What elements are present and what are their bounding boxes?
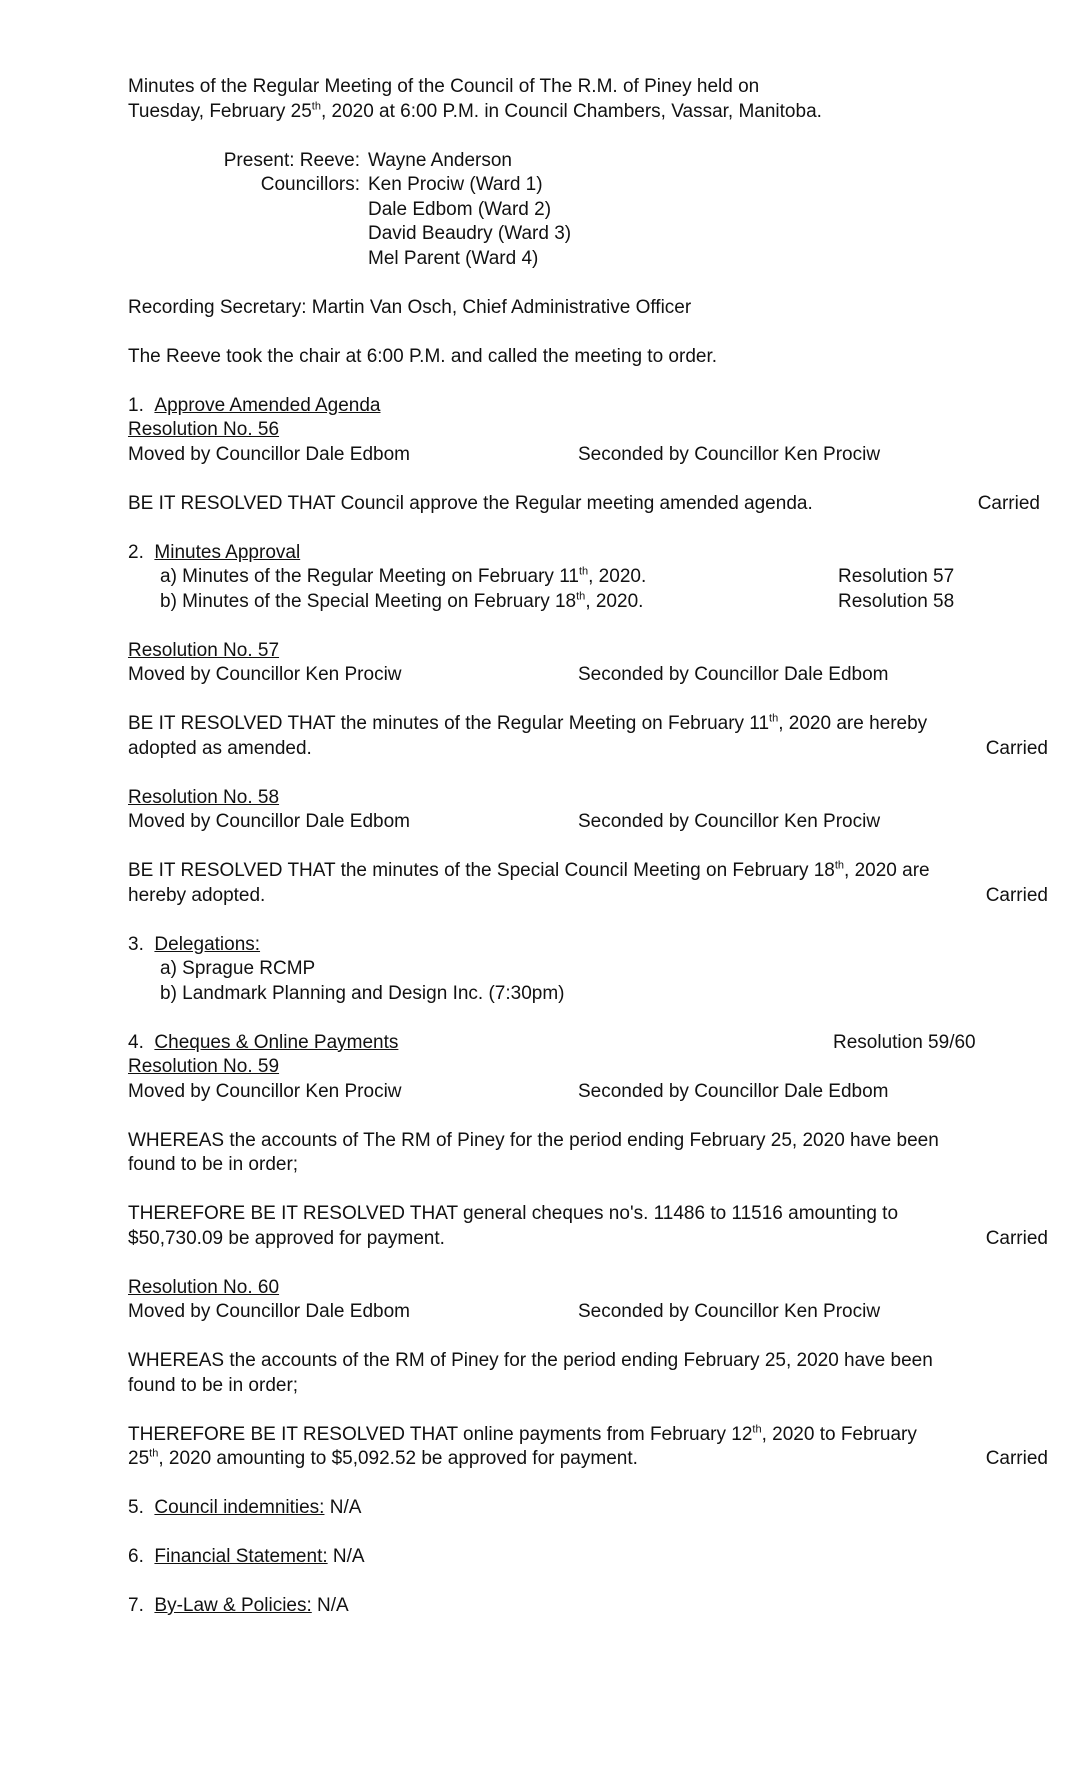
ordinal-suffix: th bbox=[752, 1423, 762, 1436]
item-7-heading bbox=[128, 1594, 1048, 1619]
item-title: Approve Amended Agenda bbox=[154, 394, 381, 416]
item-1-heading bbox=[128, 394, 1048, 419]
item-number: 7. bbox=[128, 1595, 144, 1616]
item-value: N/A bbox=[311, 1595, 349, 1616]
resolution-title: Resolution No. 56 bbox=[128, 419, 280, 440]
item-5-heading bbox=[128, 1496, 1048, 1521]
motion-line bbox=[128, 810, 1048, 835]
subitem-text: , 2020. bbox=[588, 566, 647, 587]
seconded-by: Seconded by Councillor Ken Prociw bbox=[578, 1301, 881, 1322]
header-line-1 bbox=[128, 75, 1048, 100]
ordinal-suffix: th bbox=[311, 100, 321, 113]
item-title: Delegations: bbox=[154, 933, 261, 955]
seconded-by: Seconded by Councillor Dale Edbom bbox=[578, 664, 889, 685]
ordinal-suffix: th bbox=[149, 1447, 159, 1460]
therefore-clause: THEREFORE BE IT RESOLVED THAT general cheques no's. 11486 to 11516 amounting to bbox=[128, 1203, 899, 1224]
subitem-text: b) Minutes of the Special Meeting on February 18 bbox=[160, 590, 577, 612]
agenda-subitem bbox=[128, 565, 1048, 590]
resolution-body: hereby adopted. bbox=[128, 884, 266, 906]
motion-line bbox=[128, 1080, 1048, 1105]
therefore-clause bbox=[128, 1227, 1048, 1252]
item-value: N/A bbox=[327, 1546, 365, 1567]
moved-by: Moved by Councillor Dale Edbom bbox=[128, 1301, 410, 1322]
seconded-by: Seconded by Councillor Ken Prociw bbox=[578, 811, 881, 832]
resolution-body: adopted as amended. bbox=[128, 737, 312, 759]
moved-by: Moved by Councillor Dale Edbom bbox=[128, 811, 410, 832]
motion-line bbox=[128, 1300, 1048, 1325]
resolution-title: Resolution No. 58 bbox=[128, 786, 280, 808]
whereas-clause: found to be in order; bbox=[128, 1154, 299, 1175]
delegation-item: b) Landmark Planning and Design Inc. (7:30pm) bbox=[160, 982, 565, 1004]
resolution-body: BE IT RESOLVED THAT the minutes of the Special Council Meeting on February 18 bbox=[128, 860, 835, 881]
resolution-text bbox=[128, 859, 1048, 884]
councillor-name: Dale Edbom (Ward 2) bbox=[368, 198, 552, 220]
item-value: N/A bbox=[324, 1497, 362, 1518]
item-number: 3. bbox=[128, 933, 144, 955]
carried-status: Carried bbox=[977, 492, 1040, 514]
header-text: Minutes of the Regular Meeting of the Council of The R.M. of Piney held on bbox=[128, 76, 760, 97]
header-line-2 bbox=[128, 100, 1048, 125]
subitem-text: , 2020. bbox=[585, 590, 644, 612]
councillor-name: Ken Prociw (Ward 1) bbox=[368, 174, 543, 195]
carried-status: Carried bbox=[985, 1448, 1048, 1469]
item-title: Council indemnities: bbox=[154, 1497, 325, 1518]
moved-by: Moved by Councillor Dale Edbom bbox=[128, 443, 410, 465]
therefore-clause bbox=[128, 1447, 1048, 1472]
resolution-body: 25 bbox=[128, 1448, 150, 1469]
recording-secretary: Recording Secretary: Martin Van Osch, Chief Administrative Officer bbox=[128, 296, 692, 318]
item-title: Minutes Approval bbox=[154, 541, 301, 563]
ordinal-suffix: th bbox=[576, 590, 586, 603]
item-number: 2. bbox=[128, 541, 144, 563]
header-date-text: Tuesday, February 25 bbox=[128, 100, 312, 122]
whereas-clause: WHEREAS the accounts of The RM of Piney for the period ending February 25, 2020 have been bbox=[128, 1129, 939, 1151]
item-4-heading bbox=[128, 1031, 1048, 1056]
ordinal-suffix: th bbox=[769, 712, 779, 725]
item-2-heading bbox=[128, 541, 1048, 566]
whereas-clause: WHEREAS the accounts of the RM of Piney for the period ending February 25, 2020 have been bbox=[128, 1350, 933, 1371]
resolution-title: Resolution No. 57 bbox=[128, 639, 280, 661]
seconded-by: Seconded by Councillor Dale Edbom bbox=[578, 1080, 889, 1102]
resolution-body: BE IT RESOLVED THAT the minutes of the Regular Meeting on February 11 bbox=[128, 713, 770, 734]
carried-status: Carried bbox=[985, 737, 1048, 759]
resolution-body: , 2020 amounting to $5,092.52 be approved for payment. bbox=[158, 1448, 638, 1469]
resolution-reference: Resolution 58 bbox=[838, 590, 955, 612]
item-title: Financial Statement: bbox=[154, 1546, 328, 1567]
item-number: 5. bbox=[128, 1497, 144, 1518]
delegation-item: a) Sprague RCMP bbox=[160, 958, 316, 979]
motion-line bbox=[128, 443, 1048, 468]
councillor-name: David Beaudry (Ward 3) bbox=[368, 223, 572, 244]
resolution-text bbox=[128, 492, 1048, 517]
agenda-subitem bbox=[128, 590, 1048, 615]
resolution-title: Resolution No. 59 bbox=[128, 1056, 280, 1077]
resolution-body: $50,730.09 be approved for payment. bbox=[128, 1227, 445, 1249]
resolution-text bbox=[128, 712, 1048, 737]
reeve-name: Wayne Anderson bbox=[368, 149, 512, 171]
present-label: Present: Reeve: bbox=[223, 149, 360, 171]
therefore-clause bbox=[128, 1423, 1048, 1448]
councillor-name: Mel Parent (Ward 4) bbox=[368, 247, 539, 269]
resolution-body: BE IT RESOLVED THAT Council approve the Regular meeting amended agenda. bbox=[128, 492, 813, 514]
resolution-body: , 2020 are hereby bbox=[778, 713, 928, 734]
item-number: 4. bbox=[128, 1031, 144, 1053]
ordinal-suffix: th bbox=[834, 859, 845, 872]
carried-status: Carried bbox=[985, 884, 1048, 906]
subitem-text: a) Minutes of the Regular Meeting on February 11 bbox=[160, 566, 579, 587]
ordinal-suffix: th bbox=[578, 565, 589, 578]
resolution-body: THEREFORE BE IT RESOLVED THAT online payments from February 12 bbox=[128, 1423, 753, 1445]
moved-by: Moved by Councillor Ken Prociw bbox=[128, 664, 402, 685]
resolution-text bbox=[128, 884, 1048, 909]
item-number: 1. bbox=[128, 394, 144, 416]
attendance-block bbox=[128, 149, 1048, 272]
header-location-text: , 2020 at 6:00 P.M. in Council Chambers, Vassar, Manitoba. bbox=[320, 100, 822, 122]
item-title: By-Law & Policies: bbox=[154, 1595, 312, 1616]
resolution-body: , 2020 are bbox=[844, 860, 930, 881]
item-title: Cheques & Online Payments bbox=[154, 1031, 399, 1053]
resolution-title: Resolution No. 60 bbox=[128, 1276, 280, 1298]
resolution-text bbox=[128, 737, 1048, 762]
carried-status: Carried bbox=[985, 1227, 1048, 1249]
resolution-reference: Resolution 59/60 bbox=[833, 1031, 976, 1053]
item-number: 6. bbox=[128, 1546, 144, 1567]
motion-line bbox=[128, 663, 1048, 688]
minutes-page bbox=[128, 75, 1048, 1619]
item-6-heading bbox=[128, 1545, 1048, 1570]
whereas-clause: found to be in order; bbox=[128, 1374, 299, 1396]
opening-statement: The Reeve took the chair at 6:00 P.M. and called the meeting to order. bbox=[128, 345, 718, 367]
resolution-reference: Resolution 57 bbox=[838, 566, 955, 587]
resolution-body: , 2020 to February bbox=[761, 1423, 917, 1445]
councillors-label: Councillors: bbox=[260, 174, 360, 195]
moved-by: Moved by Councillor Ken Prociw bbox=[128, 1080, 402, 1102]
item-3-heading bbox=[128, 933, 1048, 958]
seconded-by: Seconded by Councillor Ken Prociw bbox=[578, 443, 881, 465]
